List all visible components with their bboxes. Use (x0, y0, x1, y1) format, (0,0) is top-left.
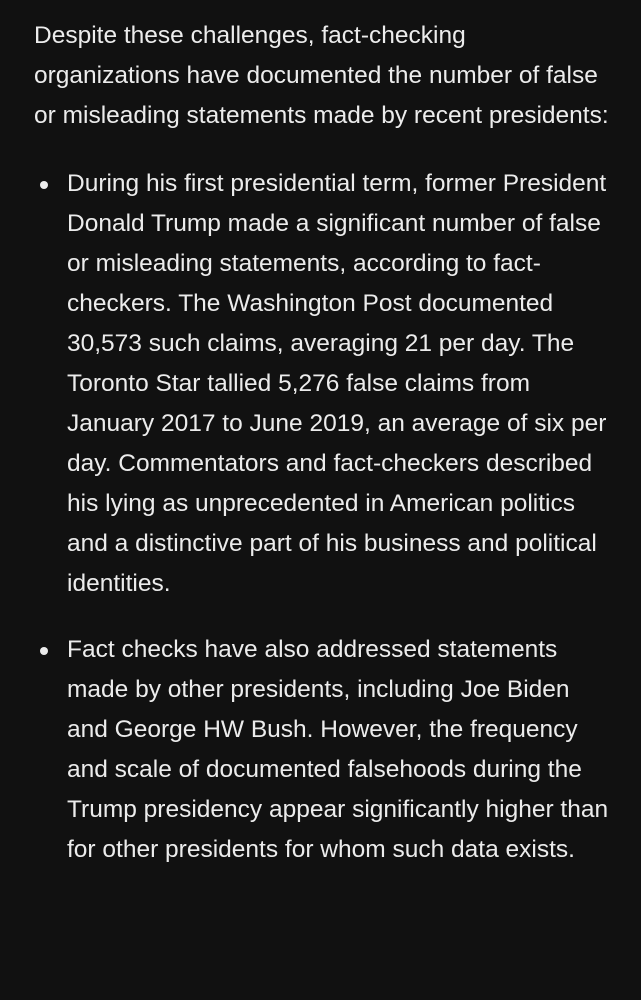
scroll-fade-overlay (0, 930, 641, 1000)
bullet-dot-icon (40, 647, 48, 655)
bullet-list (34, 164, 609, 870)
bullet-dot-icon (40, 181, 48, 189)
list-item (34, 164, 609, 604)
list-item-text: Fact checks have also addressed statements made by other presidents, including Joe Biden and George HW Bush. However, the frequency and scale of documented falsehoods during the Trump presidency appear significantly higher than for other presidents for whom such data exists. (67, 636, 609, 863)
list-item-text: During his first presidential term, former President Donald Trump made a significant number of false or misleading statements, according to fact-checkers. The Washington Post documented 30,573 such claims, averaging 21 per day. The Toronto Star tallied 5,276 false claims from January 2017 to June 2019, an average of six per day. Commentators and fact-checkers described his lying as unprecedented in American politics and a distinctive part of his business and political identities. (67, 170, 607, 597)
intro-paragraph: Despite these challenges, fact-checking organizations have documented the number of false or misleading statements made by recent presidents: (34, 22, 609, 129)
list-item (34, 630, 609, 870)
message-content (34, 16, 609, 896)
